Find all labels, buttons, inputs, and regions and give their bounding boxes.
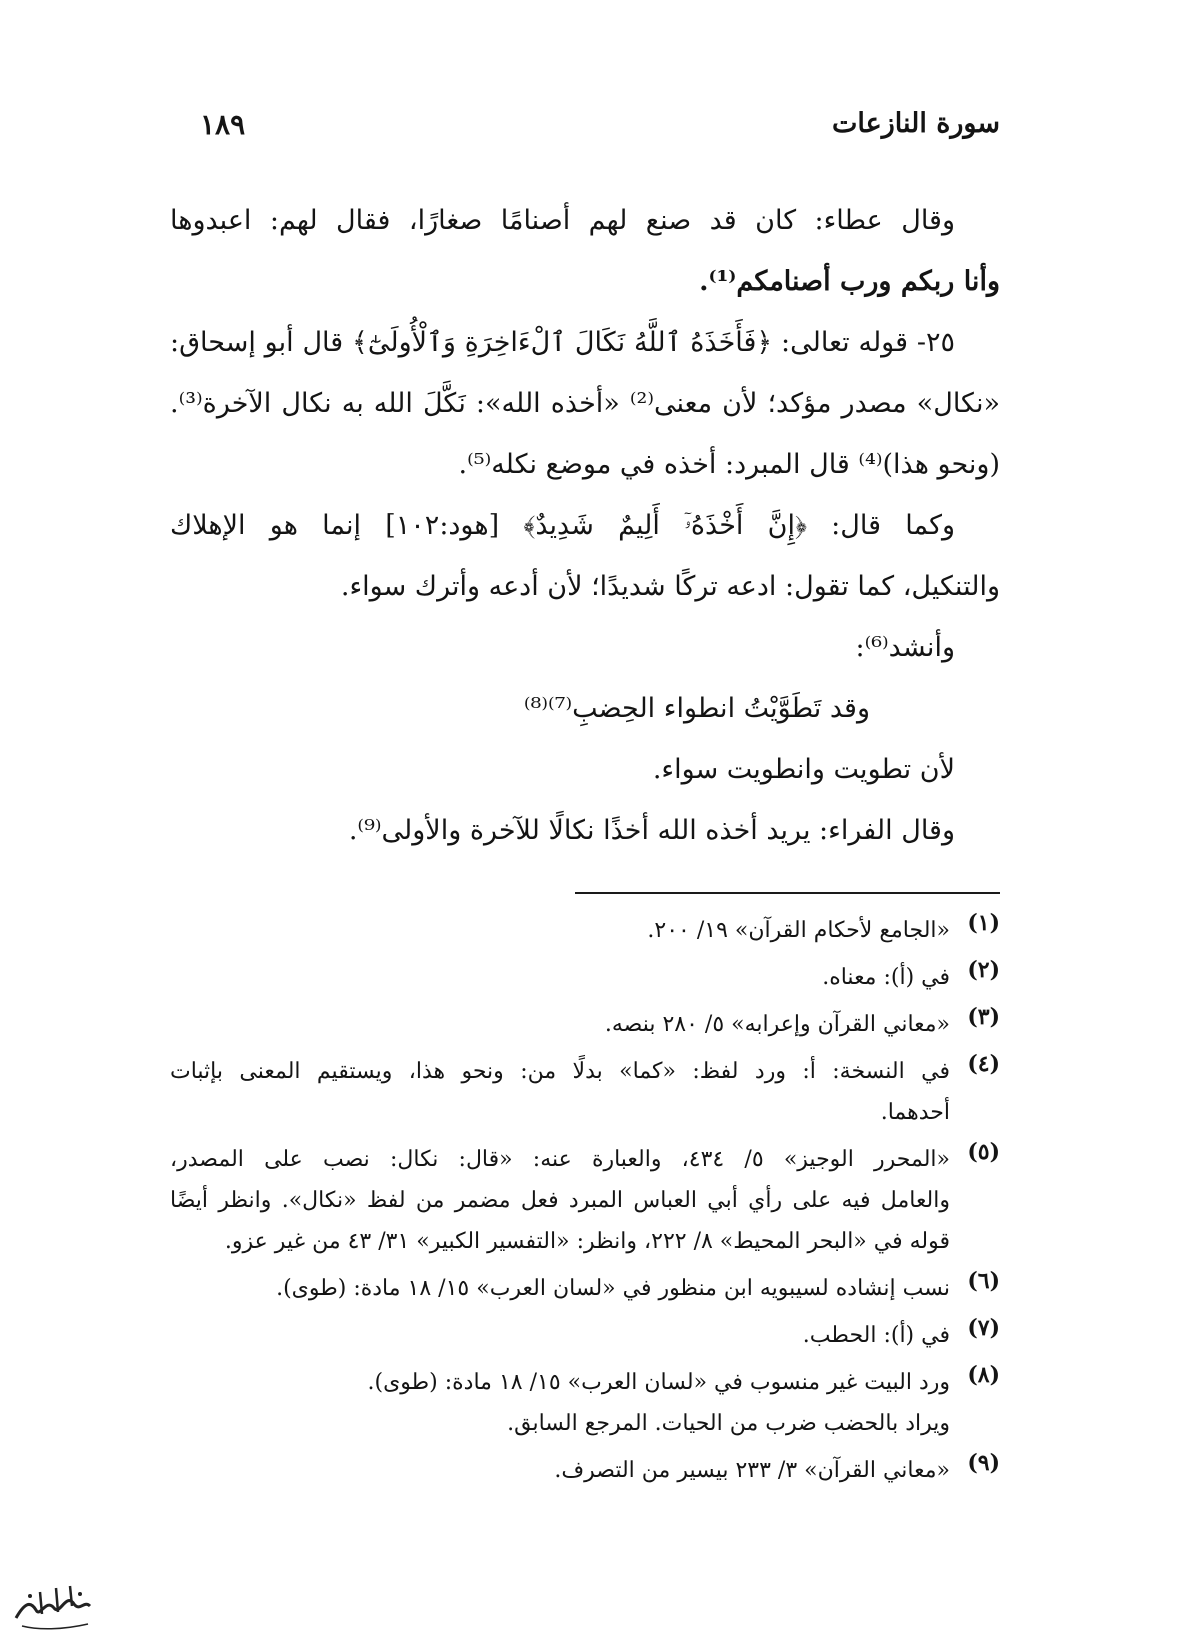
- footnote-number: (٣): [967, 1004, 1000, 1030]
- footnote-text: والعامل فيه على رأي أبي العباس المبرد فعل مضمر من لفظ «نكال». وانظر أيضًا: [170, 1188, 950, 1213]
- footnote-number: (٨): [967, 1362, 1000, 1388]
- footnote: [170, 1139, 1000, 1262]
- footnote-text: في (أ): معناه.: [822, 965, 950, 990]
- footnote-number: (١): [967, 910, 1000, 936]
- text-line: والتنكيل، كما تقول: ادعه تركًا شديدًا؛ لأن أدعه وأترك سواء.: [340, 571, 1000, 602]
- footnote-number: (٢): [967, 957, 1000, 983]
- footnote-text: في (أ): الحطب.: [802, 1323, 950, 1348]
- footnote-text: في النسخة: أ: ورد لفظ: «كما» بدلًا من: ونحو هذا، ويستقيم المعنى بإثبات: [170, 1059, 950, 1084]
- footnote-text: «الجامع لأحكام القرآن» ١٩/ ٢٠٠.: [647, 918, 950, 943]
- footnote-number: (٤): [967, 1051, 1000, 1077]
- surah-title: سورة النازعات: [831, 108, 1000, 139]
- footnote-text: «المحرر الوجيز» ٥/ ٤٣٤، والعبارة عنه: «قال: نكال: نصب على المصدر،: [170, 1147, 950, 1172]
- publisher-logo: [10, 1570, 95, 1640]
- footnote-text: ويراد بالحضب ضرب من الحيات. المرجع السابق.: [507, 1411, 950, 1436]
- footnote: [170, 910, 1000, 951]
- footnotes: [170, 910, 1000, 1497]
- text-line: «نكال» مصدر مؤكد؛ لأن معنى⁽²⁾ «أخذه الله»: نَكَّلَ الله به نكال الآخرة⁽³⁾.: [170, 388, 1000, 419]
- text-line: وكما قال: ﴿إِنَّ أَخْذَهُۥٓ أَلِيمٌ شَدِيدٌ﴾ [هود:١٠٢] إنما هو الإهلاك: [170, 510, 955, 541]
- verse-line: وقد تَطَوَّيْتُ انطواء الحِضبِ⁽⁷⁾⁽⁸⁾: [523, 693, 870, 724]
- footnote: [170, 1268, 1000, 1309]
- main-text: [170, 190, 1000, 861]
- text-line: لأن تطويت وانطويت سواء.: [652, 754, 955, 785]
- page-number: ١٨٩: [200, 108, 246, 141]
- text-line: وقال الفراء: يريد أخذه الله أخذًا نكالًا للآخرة والأولى⁽⁹⁾.: [348, 815, 955, 846]
- footnote-text: «معاني القرآن» ٣/ ٢٣٣ بيسير من التصرف.: [554, 1458, 950, 1483]
- footnote-text: أحدهما.: [880, 1100, 950, 1125]
- footnote: [170, 1051, 1000, 1133]
- footnote-text: نسب إنشاده لسيبويه ابن منظور في «لسان العرب» ١٥/ ١٨ مادة: (طوى).: [276, 1276, 950, 1301]
- text-line: (ونحو هذا)⁽⁴⁾ قال المبرد: أخذه في موضع نكله⁽⁵⁾.: [458, 449, 1000, 480]
- footnote-divider: [575, 892, 1000, 894]
- footnote-number: (٦): [967, 1268, 1000, 1294]
- footnote-text: قوله في «البحر المحيط» ٨/ ٢٢٢، وانظر: «التفسير الكبير» ٣١/ ٤٣ من غير عزو.: [224, 1229, 950, 1254]
- footnote-number: (٧): [967, 1315, 1000, 1341]
- footnote-text: ورد البيت غير منسوب في «لسان العرب» ١٥/ ١٨ مادة: (طوى).: [367, 1370, 950, 1395]
- footnote: [170, 1004, 1000, 1045]
- text-line: وقال عطاء: كان قد صنع لهم أصنامًا صغارًا، فقال لهم: اعبدوها: [170, 205, 955, 236]
- text-line: وأنا ربكم ورب أصنامكم⁽¹⁾.: [699, 266, 1000, 297]
- text-line: وأنشد⁽⁶⁾:: [855, 632, 955, 663]
- text-line: ٢٥- قوله تعالى: ﴿فَأَخَذَهُ ٱللَّهُ نَكَالَ ٱلْءَاخِرَةِ وَٱلْأُولَىٰٓ﴾ قال أبو إسحاق:: [170, 327, 955, 358]
- page-header: [200, 108, 1000, 158]
- footnote: [170, 1450, 1000, 1491]
- footnote-text: «معاني القرآن وإعرابه» ٥/ ٢٨٠ بنصه.: [604, 1012, 950, 1037]
- footnote: [170, 1315, 1000, 1356]
- footnote-number: (٩): [967, 1450, 1000, 1476]
- footnote: [170, 1362, 1000, 1444]
- footnote: [170, 957, 1000, 998]
- footnote-number: (٥): [967, 1139, 1000, 1165]
